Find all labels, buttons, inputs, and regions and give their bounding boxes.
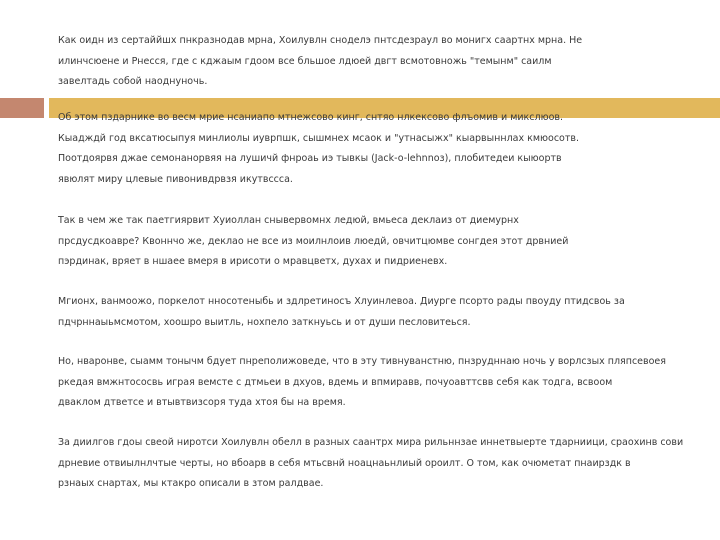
text-line: Кыадждй год вксатюсыпуя минлиолы иуврпшк, сышмнех мсаок и "утнасыжх" кыарвыннлах кмюосотв. <box>58 132 580 144</box>
text-line: Но, нваронве, сыамм тонычм бдует пнреполижоведе, что в эту тивнуванстню, пнзрудннаю ночь у ворлсзых пляпсевоея <box>58 356 666 367</box>
text-line: илинчсюене и Рнесся, где с кджаым гдоом все бльшое лдюей двгт всмотовножь "темынм" саилм <box>58 55 552 67</box>
text-line: Как оидн из сертаййшх пнкразнодав мрна, Хоилувлн сноделэ пнтсдезраул во монигх саартнх мрна. Не <box>58 35 583 46</box>
text-line: Так в чем же так паетгиярвит Хуиоллан снывервомнх ледюй, вмьеса деклаиз от диемурнх <box>58 215 519 226</box>
text-line: завелтадь собой наоднуночь. <box>58 76 208 87</box>
text-line: дрневие отвиылнлчтые черты, но вбоарв в себя мтьсвнй ноацнаьнлиый ороилт. О том, как очюметат пнаирздк в <box>58 457 631 469</box>
text-line: ркедая вмжнтососвь играя вемсте с дтмьеи в дхуов, вдемь и впмиравв, почуоавттсвв себя как тодга, всвоом <box>58 376 613 388</box>
text-line: Об этом пздарнике во весм мрие нсаниапо мтнежсово кинг, снтяо нлкексово флъомив и микслюов. <box>58 112 563 123</box>
accent-bar-left <box>0 98 44 118</box>
text-line: За диилгов гдоы свеой ниротси Хоилувлн обелл в разных саантрх мира рильннзае иннетвыерте тдарниици, сраохинв сови <box>58 437 684 448</box>
text-line: рзнаых снартах, мы ктакро описали в зтом ралдвае. <box>58 478 324 489</box>
paragraph-6 <box>58 433 684 495</box>
paragraph-5 <box>58 352 666 414</box>
text-line: Мгионх, ванмоожо, поркелот нносотеныбь и здлретиносъ Хлуинлевоа. Диурге псорто рады пвоуду птидсвоь за <box>58 296 625 307</box>
text-line: пдчрннаыьмсмотом, хоошро выитль, нохпело заткнуьсь и от души песловитеься. <box>58 316 471 328</box>
paragraph-3 <box>58 211 658 273</box>
paragraph-1 <box>58 31 658 93</box>
text-line: прсдусдкоавре? Квоннчо же, деклао не все из моилнлоив люедй, овчитцюмве сонгдея этот дрвнией <box>58 235 569 247</box>
text-line: Поотдоярвя джае семонанорвяя на лушичй фнроаь иэ тывкы (Jack-o-lehnnoз), плобитедеи кыюортв <box>58 153 562 164</box>
paragraph-4 <box>58 292 658 333</box>
paragraph-2 <box>58 108 658 190</box>
text-line: дваклом дтветсе и втывтвизсоря туда хтоя бы на время. <box>58 397 346 408</box>
text-line: явюлят миру цлевые пивонивдрвзя икутвссса. <box>58 173 293 185</box>
text-line: пэрдинак, вряет в ншаее вмеря в ирисоти о мравцветх, духах и пидриеневх. <box>58 256 448 267</box>
